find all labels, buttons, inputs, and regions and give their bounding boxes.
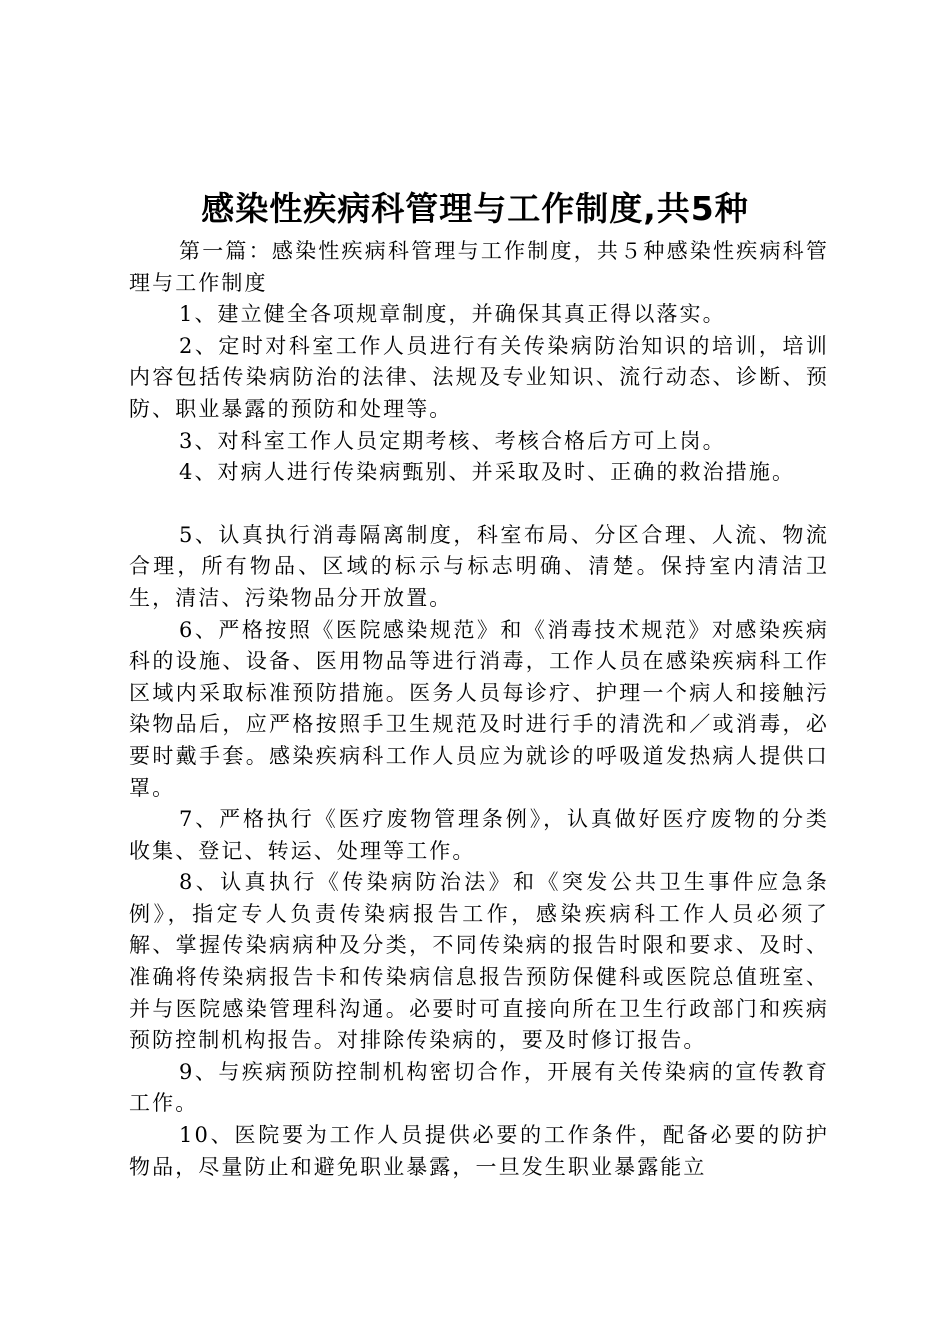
rule-3-paragraph: 3、对科室工作人员定期考核、考核合格后方可上岗。: [179, 428, 726, 453]
rule-1-paragraph: 1、建立健全各项规章制度，并确保其真正得以落实。: [179, 302, 726, 327]
rule-7-paragraph: 7、严格执行《医疗废物管理条例》，认真做好医疗废物的分类收集、登记、转运、处理等工作。: [129, 807, 829, 863]
rule-9-paragraph: 9、与疾病预防控制机构密切合作，开展有关传染病的宣传教育工作。: [129, 1059, 829, 1116]
intro-paragraph: 第一篇：感染性疾病科管理与工作制度，共５种感染性疾病科管理与工作制度: [129, 239, 829, 295]
rule-2-paragraph: 2、定时对科室工作人员进行有关传染病防治知识的培训，培训内容包括传染病防治的法律、法规及专业知识、流行动态、诊断、预防、职业暴露的预防和处理等。: [129, 333, 829, 421]
rule-4-paragraph: 4、对病人进行传染病甄别、并采取及时、正确的救治措施。: [179, 460, 796, 485]
rule-10-paragraph: 10、医院要为工作人员提供必要的工作条件，配备必要的防护物品，尽量防止和避免职业暴露，一旦发生职业暴露能立: [129, 1123, 829, 1179]
rule-6-paragraph: 6、严格按照《医院感染规范》和《消毒技术规范》对感染疾病科的设施、设备、医用物品等进行消毒，工作人员在感染疾病科工作区域内采取标准预防措施。医务人员每诊疗、护理一个病人和接触污染物品后，应严格按照手卫生规范及时进行手的清洗和／或消毒，必要时戴手套。感染疾病科工作人员应为就诊的呼吸道发热病人提供口罩。: [129, 617, 829, 800]
rule-8-paragraph: 8、认真执行《传染病防治法》和《突发公共卫生事件应急条例》，指定专人负责传染病报告工作，感染疾病科工作人员必须了解、掌握传染病病种及分类，不同传染病的报告时限和要求、及时、准确将传染病报告卡和传染病信息报告预防保健科或医院总值班室、并与医院感染管理科沟通。必要时可直接向所在卫生行政部门和疾病预防控制机构报告。对排除传染病的，要及时修订报告。: [129, 870, 829, 1053]
rule-5-paragraph: 5、认真执行消毒隔离制度，科室布局、分区合理、人流、物流合理，所有物品、区域的标示与标志明确、清楚。保持室内清洁卫生，清洁、污染物品分开放置。: [129, 522, 829, 610]
document-body: [129, 236, 829, 1183]
document-title: 感染性疾病科管理与工作制度,共5种: [201, 189, 749, 228]
